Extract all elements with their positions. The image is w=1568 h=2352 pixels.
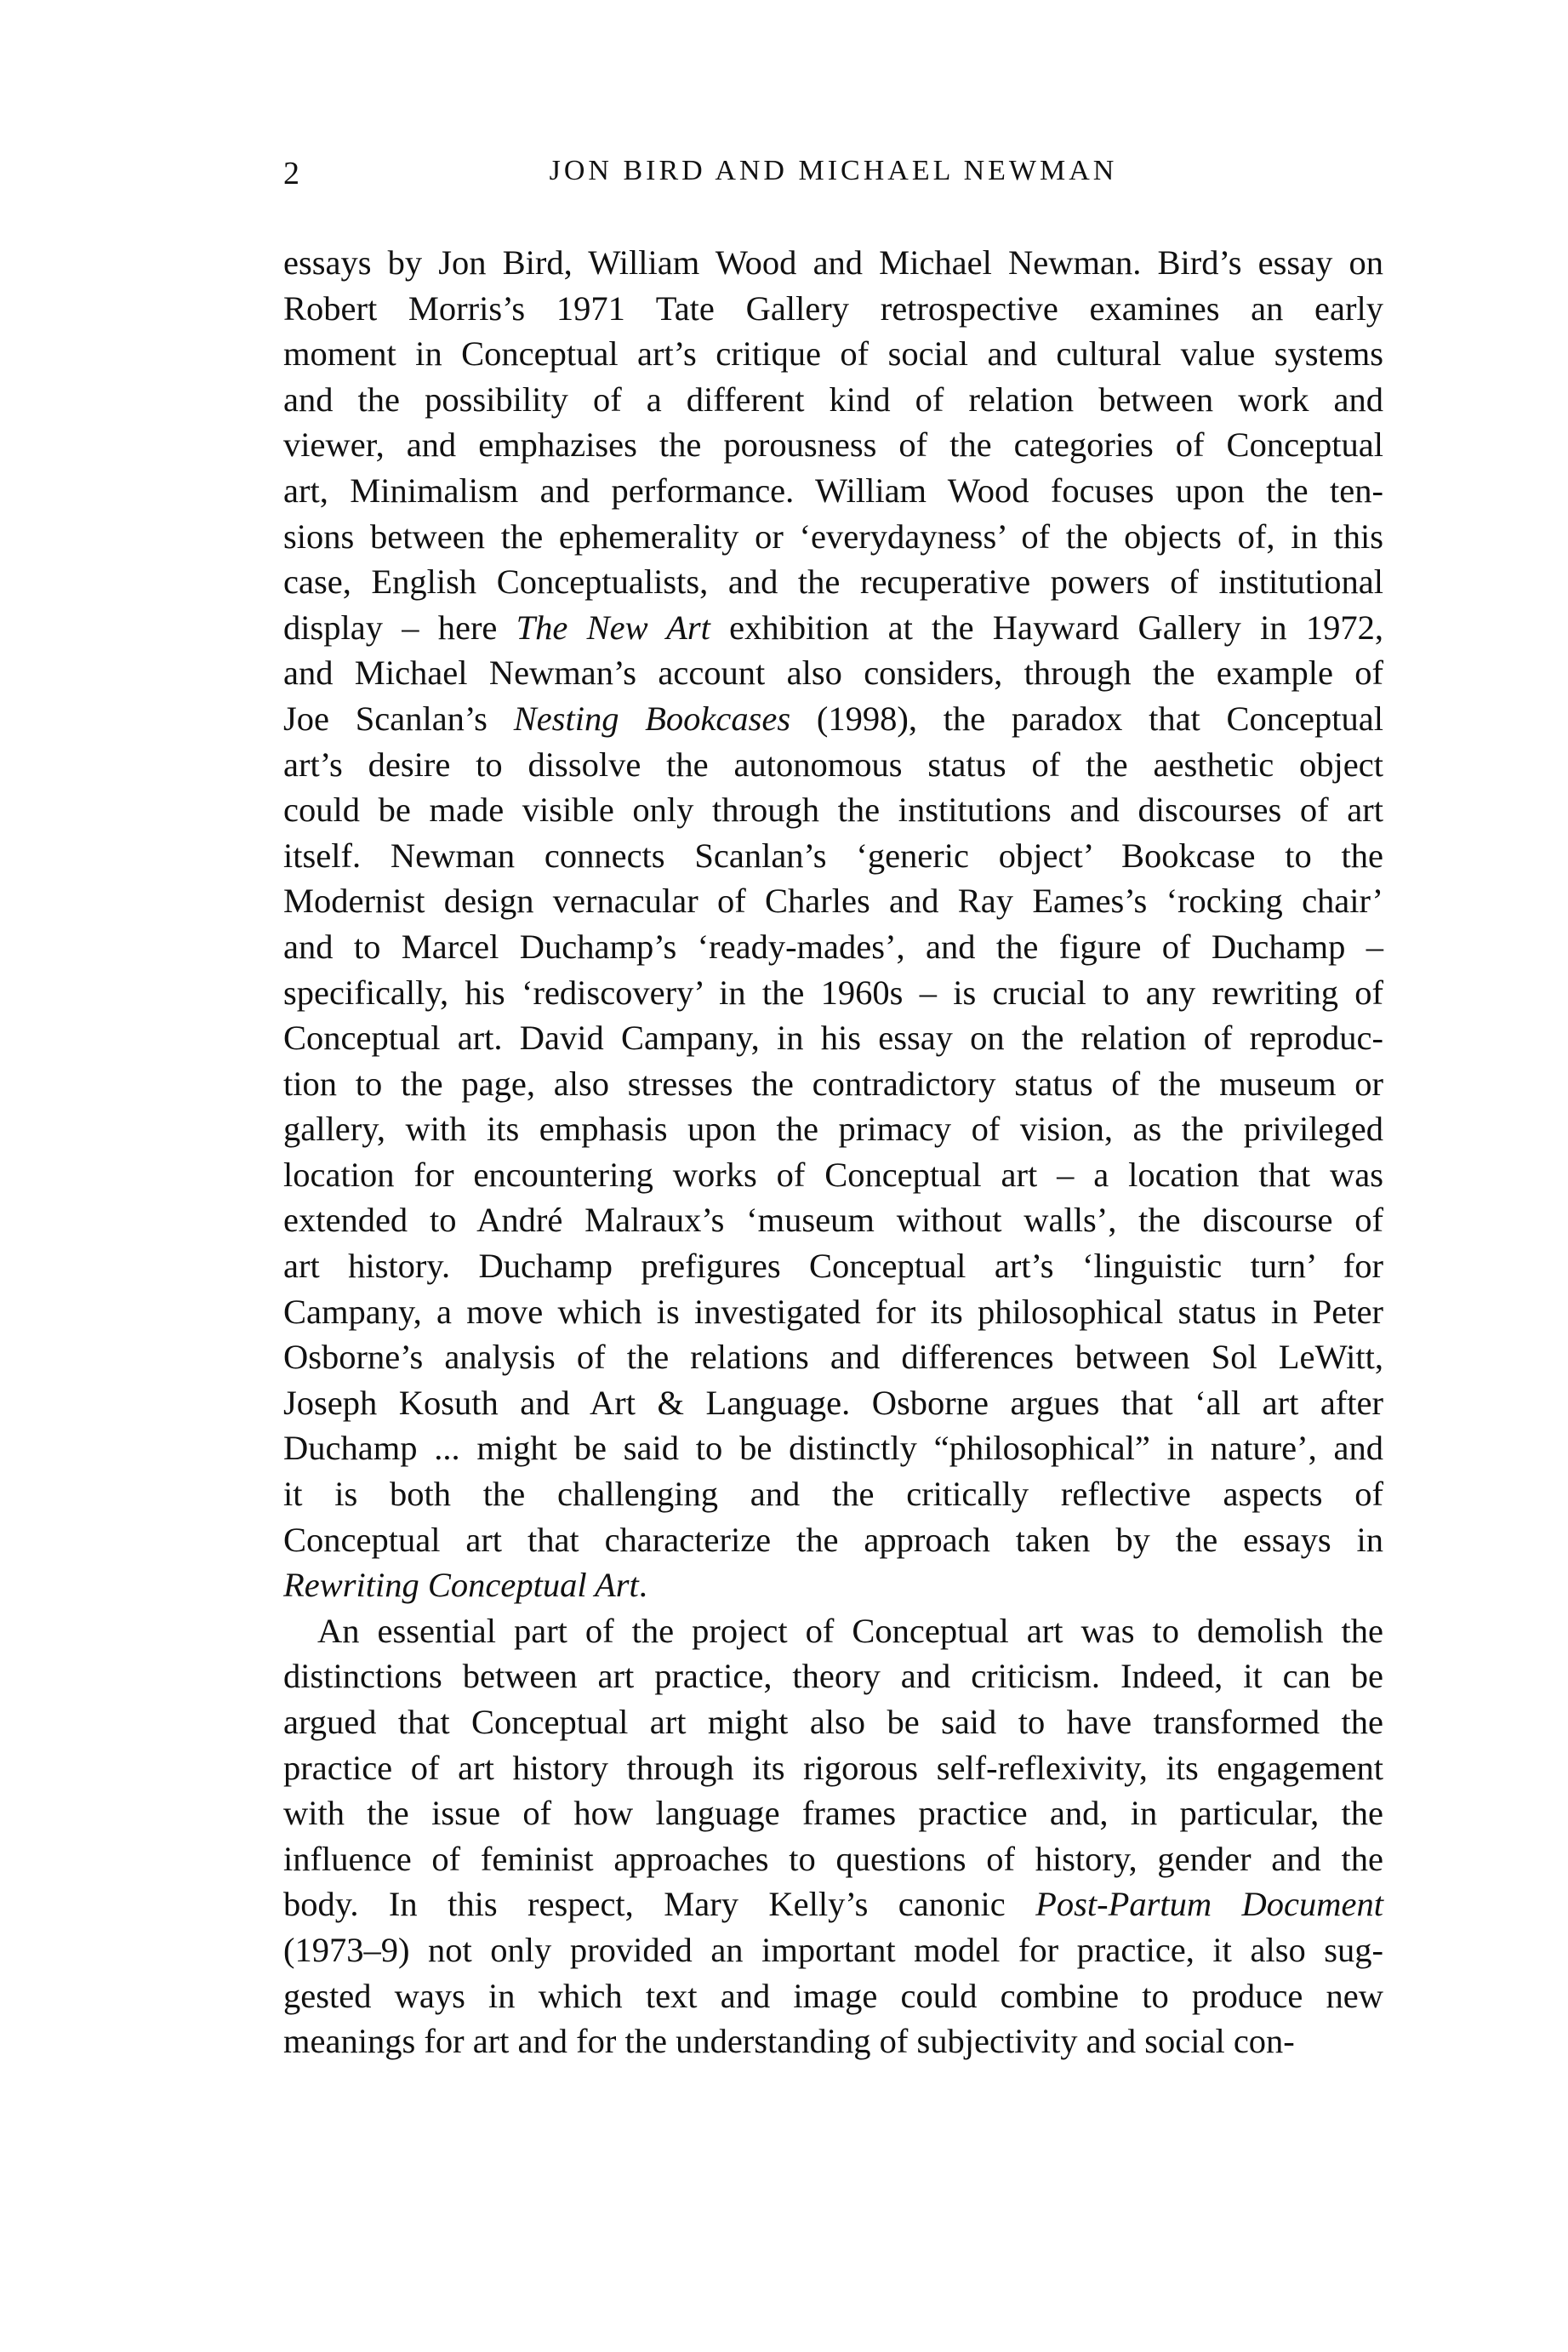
text-run: and Michael Newman’s account also considers, through the example of xyxy=(283,654,1383,693)
text-line xyxy=(283,1334,1383,1380)
text-run: meanings for art and for the understanding of subjectivity and social con- xyxy=(283,2022,1295,2061)
text-line xyxy=(283,2018,1383,2064)
text-run: (1998), the paradox that Conceptual xyxy=(790,699,1383,738)
running-head-title: JON BIRD AND MICHAEL NEWMAN xyxy=(549,155,1118,186)
text-run: . xyxy=(638,1566,647,1605)
text-run: location for encountering works of Conceptual art – a location that was xyxy=(283,1155,1383,1194)
text-line xyxy=(283,696,1383,742)
text-run: An essential part of the project of Conceptual art was to demolish the xyxy=(317,1611,1383,1650)
text-line xyxy=(283,1197,1383,1243)
text-line xyxy=(283,514,1383,560)
text-run: Osborne’s analysis of the relations and differences between Sol LeWitt, xyxy=(283,1338,1383,1377)
italic-title: The New Art xyxy=(516,608,710,647)
text-run: exhibition at the Hayward Gallery in 1972, xyxy=(710,608,1383,647)
text-run: it is both the challenging and the critically reflective aspects of xyxy=(283,1475,1383,1514)
text-run: specifically, his ‘rediscovery’ in the 1960s – is crucial to any rewriting of xyxy=(283,973,1383,1012)
text-run: gested ways in which text and image could combine to produce new xyxy=(283,1976,1383,2015)
text-line xyxy=(283,1015,1383,1061)
text-run: Robert Morris’s 1971 Tate Gallery retrospective examines an early xyxy=(283,288,1383,328)
paragraph xyxy=(283,1608,1383,2064)
text-line xyxy=(283,331,1383,377)
text-line xyxy=(283,1425,1383,1471)
text-line xyxy=(283,1699,1383,1745)
text-run: argued that Conceptual art might also be said to have transformed the xyxy=(283,1703,1383,1741)
text-line xyxy=(283,1152,1383,1198)
text-line xyxy=(283,1881,1383,1927)
text-line xyxy=(283,742,1383,788)
text-line xyxy=(283,468,1383,514)
text-line xyxy=(283,970,1383,1016)
paragraph xyxy=(283,240,1383,1608)
text-run: case, English Conceptualists, and the recuperative powers of institutional xyxy=(283,562,1383,602)
text-line xyxy=(283,1745,1383,1791)
text-line xyxy=(283,1790,1383,1836)
italic-title: Rewriting Conceptual Art xyxy=(283,1566,639,1605)
running-head xyxy=(283,145,1383,196)
text-line xyxy=(283,1836,1383,1882)
text-line xyxy=(283,1608,1383,1654)
text-run: Conceptual art. David Campany, in his essay on the relation of reproduc- xyxy=(283,1019,1383,1058)
text-run: could be made visible only through the institutions and discourses of art xyxy=(283,791,1383,830)
text-line xyxy=(283,833,1383,879)
text-run: gallery, with its emphasis upon the primacy of vision, as the privileged xyxy=(283,1110,1383,1149)
text-run: sions between the ephemerality or ‘everydayness’ of the objects of, in this xyxy=(283,517,1383,556)
text-line xyxy=(283,240,1383,286)
text-line xyxy=(283,605,1383,651)
text-line xyxy=(283,559,1383,605)
text-run: and to Marcel Duchamp’s ‘ready-mades’, and the figure of Duchamp – xyxy=(283,927,1383,966)
text-line xyxy=(283,878,1383,924)
text-line xyxy=(283,787,1383,833)
text-line xyxy=(283,1289,1383,1335)
body-text xyxy=(283,240,1383,2064)
text-run: art, Minimalism and performance. William Wood focuses upon the ten- xyxy=(283,471,1383,510)
text-run: extended to André Malraux’s ‘museum without walls’, the discourse of xyxy=(283,1201,1383,1240)
text-run: influence of feminist approaches to questions of history, gender and the xyxy=(283,1839,1383,1878)
text-line xyxy=(283,650,1383,696)
text-line xyxy=(283,1061,1383,1107)
text-line xyxy=(283,1517,1383,1563)
text-run: moment in Conceptual art’s critique of social and cultural value systems xyxy=(283,334,1383,374)
text-run: viewer, and emphazises the porousness of the categories of Conceptual xyxy=(283,425,1383,465)
text-line xyxy=(283,1653,1383,1699)
text-run: art’s desire to dissolve the autonomous status of the aesthetic object xyxy=(283,745,1383,784)
text-run: Joe Scanlan’s xyxy=(283,699,514,738)
text-line xyxy=(283,924,1383,970)
text-run: Campany, a move which is investigated for its philosophical status in Peter xyxy=(283,1292,1383,1331)
text-line xyxy=(283,1471,1383,1517)
text-run: art history. Duchamp prefigures Conceptual art’s ‘linguistic turn’ for xyxy=(283,1247,1383,1286)
text-run: tion to the page, also stresses the contradictory status of the museum or xyxy=(283,1064,1383,1103)
text-line xyxy=(283,1106,1383,1152)
text-line xyxy=(283,1562,1383,1608)
text-run: Modernist design vernacular of Charles and Ray Eames’s ‘rocking chair’ xyxy=(283,882,1383,921)
text-run: Joseph Kosuth and Art & Language. Osborne argues that ‘all art after xyxy=(283,1383,1383,1422)
italic-title: Post-Partum Document xyxy=(1035,1885,1383,1924)
text-run: essays by Jon Bird, William Wood and Michael Newman. Bird’s essay on xyxy=(283,243,1383,282)
text-run: itself. Newman connects Scanlan’s ‘generic object’ Bookcase to the xyxy=(283,836,1383,875)
book-page xyxy=(283,145,1383,2064)
text-run: display – here xyxy=(283,608,516,647)
text-line xyxy=(283,286,1383,332)
text-run: distinctions between art practice, theory and criticism. Indeed, it can be xyxy=(283,1657,1383,1696)
text-line xyxy=(283,377,1383,423)
text-line xyxy=(283,1973,1383,2019)
page-number: 2 xyxy=(283,156,299,191)
text-run: and the possibility of a different kind of relation between work and xyxy=(283,380,1383,419)
italic-title: Nesting Bookcases xyxy=(513,699,791,738)
text-run: body. In this respect, Mary Kelly’s canonic xyxy=(283,1885,1036,1924)
text-run: Duchamp ... might be said to be distinctly “philosophical” in nature’, and xyxy=(283,1429,1383,1468)
text-line xyxy=(283,422,1383,468)
text-run: (1973–9) not only provided an important model for practice, it also sug- xyxy=(283,1930,1383,1969)
text-line xyxy=(283,1927,1383,1973)
text-line xyxy=(283,1380,1383,1426)
text-run: Conceptual art that characterize the approach taken by the essays in xyxy=(283,1520,1383,1559)
text-run: practice of art history through its rigorous self-reflexivity, its engagement xyxy=(283,1748,1383,1787)
text-line xyxy=(283,1243,1383,1289)
text-run: with the issue of how language frames practice and, in particular, the xyxy=(283,1794,1383,1833)
